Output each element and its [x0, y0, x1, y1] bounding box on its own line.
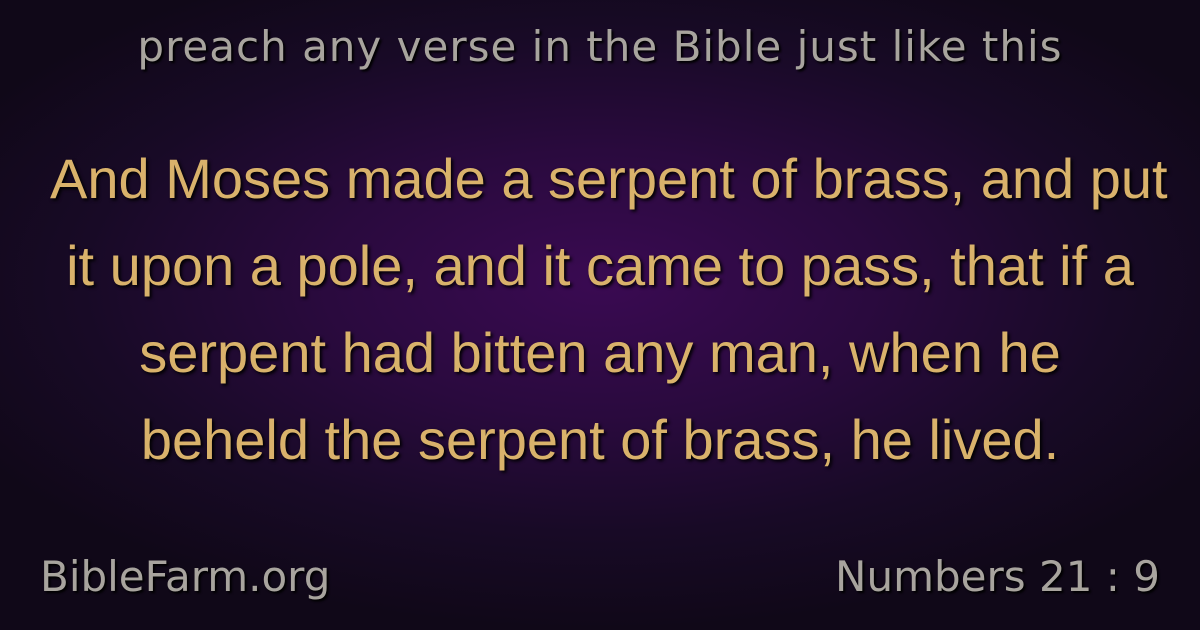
site-name: BibleFarm.org: [40, 552, 331, 601]
verse-line: And Moses made a serpent of brass, and put: [50, 147, 1168, 210]
verse-line: serpent had bitten any man, when he: [139, 321, 1061, 384]
verse-reference: Numbers 21 : 9: [835, 552, 1160, 601]
verse-line: it upon a pole, and it came to pass, that if a: [66, 234, 1134, 297]
verse-line: beheld the serpent of brass, he lived.: [140, 408, 1060, 471]
verse-text: [50, 135, 1168, 483]
tagline: preach any verse in the Bible just like this: [137, 22, 1063, 71]
